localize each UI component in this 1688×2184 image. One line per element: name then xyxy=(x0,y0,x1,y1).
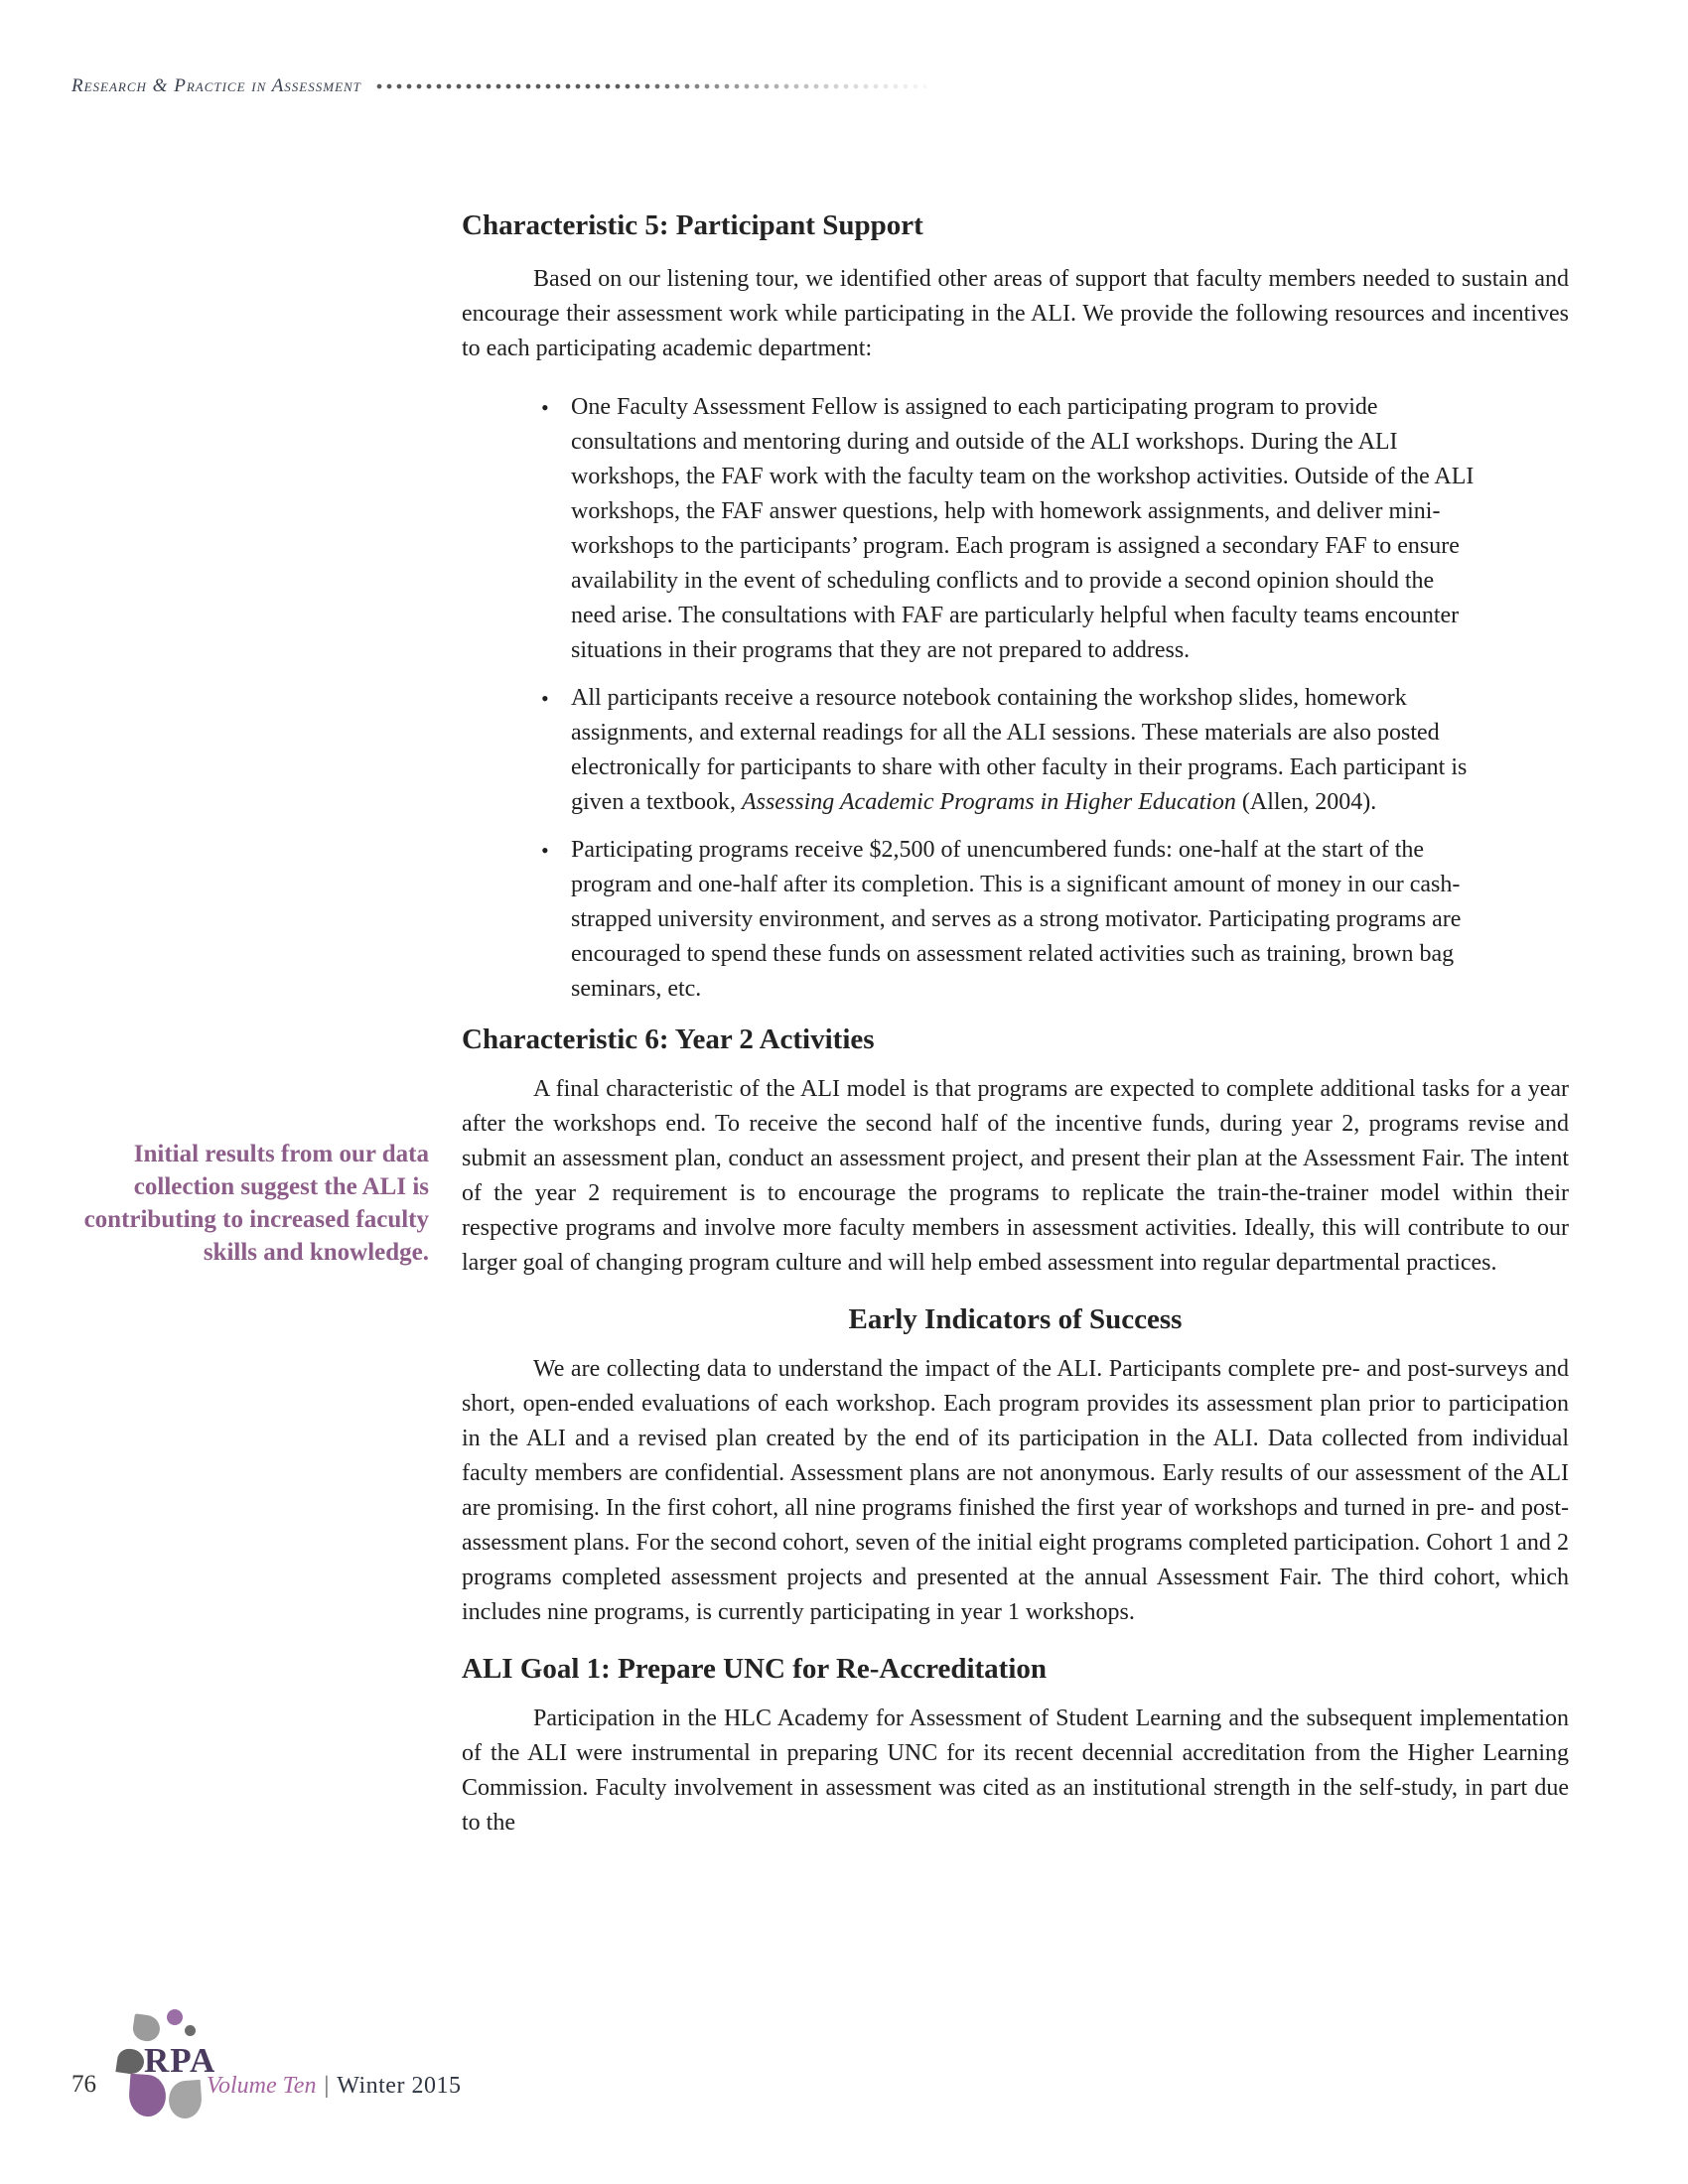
list-item-text: All participants receive a resource notebook containing the workshop slides, homework assignments, and external readings for all the ALI sessions. These materials are also posted electronically for participants to share with other faculty in their programs. Each participant is given a textbook, xyxy=(571,685,1468,815)
logo-wordmark: RPA xyxy=(144,2041,216,2080)
journal-title: Research & Practice in Assessment xyxy=(71,75,361,96)
list-item-resource-notebook xyxy=(571,681,1475,820)
logo-petal xyxy=(167,2009,183,2025)
section-heading-participant-support: Characteristic 5: Participant Support xyxy=(462,209,923,241)
footer-separator: | xyxy=(324,2073,330,2099)
paragraph-participant-support: Based on our listening tour, we identified other areas of support that faculty members needed to sustain and encourage their assessment work while participating in the ALI. We provide the following resources and incentives to each participating academic department: xyxy=(462,266,1569,361)
logo-petal xyxy=(185,2025,196,2036)
list-item-faculty-fellow xyxy=(571,390,1475,668)
logo-petal xyxy=(168,2080,204,2119)
page-header xyxy=(71,75,1462,105)
pull-quote: Initial results from our data collection suggest the ALI is contributing to increased faculty skills and knowledge. xyxy=(83,1141,429,1266)
section-heading-ali-goal-1: ALI Goal 1: Prepare UNC for Re-Accreditation xyxy=(462,1653,1048,1685)
volume-issue-line xyxy=(207,2073,461,2100)
list-item-text: Participating programs receive $2,500 of unencumbered funds: one-half at the start of the program and one-half after its completion. This is a significant amount of money in our cash-strapped university environment, and serves as a strong motivator. Participating programs are encouraged to spend these funds on assessment related activities such as training, brown bag seminars, etc. xyxy=(571,837,1462,1002)
page-footer xyxy=(0,2005,695,2154)
section-heading-year2-activities: Characteristic 6: Year 2 Activities xyxy=(462,1024,875,1055)
support-resources-list xyxy=(462,390,1475,1007)
dotted-leader xyxy=(375,82,926,90)
logo-petal xyxy=(115,2047,145,2076)
paragraph-ali-goal-1: Participation in the HLC Academy for Assessment of Student Learning and the subsequent implementation of the ALI were instrumental in preparing UNC for its recent decennial accreditation from the Higher Learning Commission. Faculty involvement in assessment was cited as an institutional strength in the self-study, in part due to the xyxy=(462,1706,1569,1836)
issue-label: Winter 2015 xyxy=(337,2073,462,2099)
list-item-text: One Faculty Assessment Fellow is assigned to each participating program to provide consultations and mentoring during and outside of the ALI workshops. During the ALI workshops, the FAF work with the faculty team on the workshop activities. Outside of the ALI workshops, the FAF answer questions, help with homework assignments, and deliver mini-workshops to the participants’ program. Each program is assigned a secondary FAF to ensure availability in the event of scheduling conflicts and to provide a second opinion should the need arise. The consultations with FAF are particularly helpful when faculty teams encounter situations in their programs that they are not prepared to address. xyxy=(571,394,1475,663)
paragraph-year2-activities: A final characteristic of the ALI model is that programs are expected to complete additional tasks for a year after the workshops end. To receive the second half of the incentive funds, during year 2, programs revise and submit an assessment plan, conduct an assessment project, and present their plan at the Assessment Fair. The intent of the year 2 requirement is to encourage the programs to replicate the train-the-trainer model within their respective programs and involve more faculty members in assessment activities. Ideally, this will contribute to our larger goal of changing program culture and will help embed assessment into regular departmental practices. xyxy=(462,1076,1569,1276)
section-heading-early-indicators: Early Indicators of Success xyxy=(848,1303,1183,1335)
book-title: Assessing Academic Programs in Higher Education xyxy=(741,789,1236,815)
article-body xyxy=(462,208,1569,1841)
list-item-text: (Allen, 2004). xyxy=(1235,789,1377,815)
volume-label: Volume Ten xyxy=(207,2073,317,2099)
logo-petal xyxy=(131,2013,161,2043)
rpa-logo-icon xyxy=(117,2005,216,2134)
paragraph-early-indicators: We are collecting data to understand the impact of the ALI. Participants complete pre- and post-surveys and short, open-ended evaluations of each workshop. Each program provides its assessment plan prior to participation in the ALI and a revised plan created by the end of its participation in the ALI. Data collected from individual faculty members are confidential. Assessment plans are not anonymous. Early results of our assessment of the ALI are promising. In the first cohort, all nine programs finished the first year of workshops and turned in pre- and post-assessment plans. For the second cohort, seven of the initial eight programs completed participation. Cohort 1 and 2 programs completed assessment projects and presented at the annual Assessment Fair. The third cohort, which includes nine programs, is currently participating in year 1 workshops. xyxy=(462,1356,1569,1625)
list-item-incentive-funds xyxy=(571,833,1475,1007)
page-number: 76 xyxy=(71,2071,96,2098)
